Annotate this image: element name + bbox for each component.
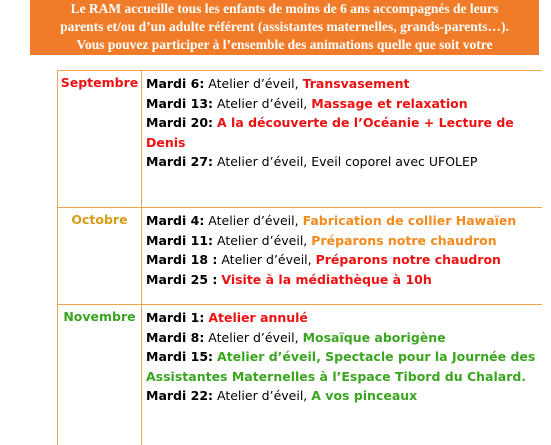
event-date: Mardi 22: (146, 388, 214, 403)
event-title: A vos pinceaux (311, 388, 418, 403)
event-text: Atelier d’éveil, (204, 329, 303, 345)
event-date: Mardi 4: (146, 213, 205, 228)
schedule-table (57, 70, 542, 445)
event-item (146, 347, 542, 386)
event-date: Mardi 11: (146, 232, 214, 248)
event-text: Atelier d’éveil, (204, 213, 303, 228)
event-text: Atelier d’éveil, (213, 95, 312, 111)
month-row-october (58, 208, 542, 305)
event-date: Mardi 27: (146, 154, 214, 169)
banner-line-1: Le RAM accueille tous les enfants de moins de 6 ans accompagnés de leurs (70, 1, 499, 16)
event-date: Mardi 25 : (146, 271, 218, 287)
event-item (146, 94, 542, 114)
event-list (142, 208, 542, 304)
event-title: Visite à la médiathèque à 10h (221, 271, 432, 287)
event-list (142, 71, 542, 207)
event-item (146, 270, 542, 290)
event-date: Mardi 18 : (146, 252, 218, 267)
month-label: Octobre (58, 208, 142, 304)
event-text: Atelier d’éveil, (213, 388, 312, 403)
event-title: Mosaïque aborigène (302, 329, 446, 345)
event-date: Mardi 1: (146, 310, 205, 325)
event-item (146, 74, 542, 94)
event-text: Atelier d’éveil, Eveil coporel avec UFOLEP (213, 154, 478, 169)
month-row-november (58, 305, 542, 445)
month-row-september (58, 71, 542, 208)
event-item (146, 250, 542, 270)
event-item (146, 328, 542, 348)
event-title: Massage et relaxation (311, 95, 468, 111)
event-item (146, 211, 542, 231)
event-item (146, 231, 542, 251)
event-title: Fabrication de collier Hawaïen (302, 213, 517, 228)
banner-line-2: parents et/ou d’un adulte référent (assistantes maternelles, grands-parents…). (60, 19, 509, 34)
event-text: Atelier d’éveil, (204, 76, 303, 91)
event-list (142, 305, 542, 445)
event-title: Transvasement (302, 76, 410, 91)
event-title: Atelier d’éveil, Spectacle pour la Journée des Assistantes Maternelles à l’Espace Tibord du Chalard. (146, 349, 536, 384)
month-label: Septembre (58, 71, 142, 207)
event-item (146, 386, 542, 406)
event-title: Préparons notre chaudron (311, 232, 497, 248)
event-item (146, 308, 542, 328)
event-title: A la découverte de l’Océanie + Lecture de Denis (146, 115, 514, 150)
event-date: Mardi 20: (146, 115, 214, 130)
month-label: Novembre (58, 305, 142, 445)
event-item (146, 152, 542, 172)
event-title: Atelier annulé (208, 310, 308, 325)
event-date: Mardi 8: (146, 329, 205, 345)
event-date: Mardi 15: (146, 349, 214, 364)
banner-line-3: Vous pouvez participer à l’ensemble des animations quelle que soit votre (76, 37, 493, 52)
event-item (146, 113, 542, 152)
event-date: Mardi 13: (146, 95, 214, 111)
event-date: Mardi 6: (146, 76, 205, 91)
event-text: Atelier d’éveil, (217, 252, 316, 267)
event-title: Préparons notre chaudron (315, 252, 501, 267)
intro-banner (30, 0, 539, 55)
event-text: Atelier d’éveil, (213, 232, 312, 248)
